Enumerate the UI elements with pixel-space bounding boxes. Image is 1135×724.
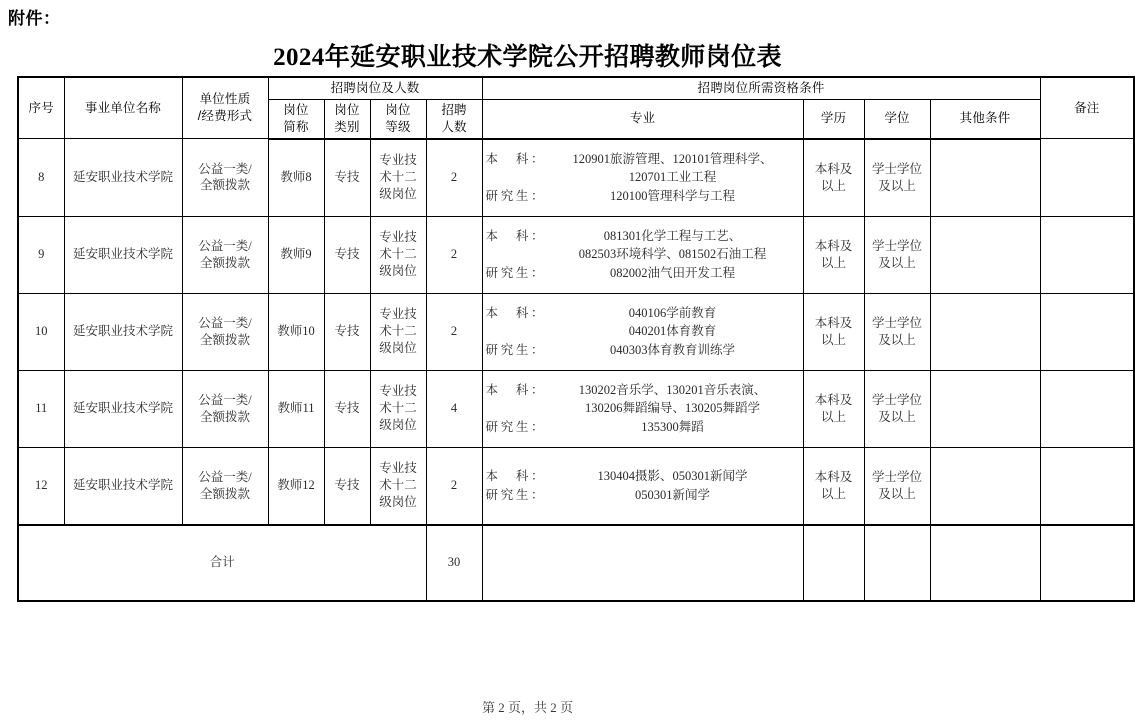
attachment-label: 附件： bbox=[8, 9, 61, 28]
major-line bbox=[486, 245, 800, 264]
cell-seq: 8 bbox=[18, 139, 64, 217]
page-title: 2024年延安职业技术学院公开招聘教师岗位表 bbox=[273, 44, 782, 71]
cell-other-conditions bbox=[930, 216, 1040, 293]
col-header-degree: 学位 bbox=[864, 99, 930, 138]
cell-education bbox=[803, 216, 864, 293]
cell-hire-number: 2 bbox=[426, 293, 482, 370]
cell-hire-number: 2 bbox=[426, 447, 482, 525]
cell-post-category: 专技 bbox=[324, 447, 370, 525]
major-line bbox=[486, 264, 800, 283]
major-line bbox=[486, 486, 800, 505]
total-label: 合计 bbox=[18, 525, 426, 601]
major-line bbox=[486, 227, 800, 246]
cell-degree-line2: 及以上 bbox=[878, 332, 916, 347]
cell-post-level-line2: 术十二 bbox=[379, 478, 417, 493]
total-other-conditions-blank bbox=[930, 525, 1040, 601]
cell-education bbox=[803, 139, 864, 217]
cell-seq: 11 bbox=[18, 370, 64, 447]
major-line-text: 040106学前教育 bbox=[628, 305, 717, 320]
major-line-label: 研究生： bbox=[485, 189, 544, 203]
cell-unit-nature-line1: 公益一类/ bbox=[198, 161, 252, 176]
major-line-text: 081301化学工程与工艺、 bbox=[603, 228, 742, 243]
cell-education bbox=[803, 447, 864, 525]
col-header-unit-nature-line1: 单位性质 bbox=[199, 92, 251, 107]
cell-seq: 9 bbox=[18, 216, 64, 293]
cell-education-line1: 本科及 bbox=[814, 315, 853, 330]
cell-post-level-line1: 专业技 bbox=[379, 230, 417, 245]
cell-degree-line2: 及以上 bbox=[878, 178, 916, 193]
table-row bbox=[18, 216, 1134, 293]
cell-other-conditions bbox=[930, 447, 1040, 525]
cell-degree bbox=[864, 293, 930, 370]
col-header-group-quals: 招聘岗位所需资格条件 bbox=[482, 77, 1040, 99]
job-table-container bbox=[17, 76, 1100, 602]
major-line-label: 本 科： bbox=[485, 305, 544, 320]
cell-post-category: 专技 bbox=[324, 370, 370, 447]
cell-education bbox=[803, 370, 864, 447]
cell-degree-line2: 及以上 bbox=[878, 409, 916, 424]
cell-post-level-line1: 专业技 bbox=[379, 461, 417, 476]
cell-degree-line1: 学士学位 bbox=[872, 469, 923, 484]
col-header-post-category-line2: 类别 bbox=[334, 119, 360, 134]
col-header-education: 学历 bbox=[803, 99, 864, 138]
cell-unit-name: 延安职业技术学院 bbox=[64, 216, 182, 293]
col-header-other-conditions: 其他条件 bbox=[930, 99, 1040, 138]
table-total-row bbox=[18, 525, 1134, 601]
cell-education bbox=[803, 293, 864, 370]
cell-post-abbr: 教师8 bbox=[268, 139, 324, 217]
total-remark-blank bbox=[1040, 525, 1134, 601]
cell-education-line2: 以上 bbox=[821, 332, 847, 347]
header-row-top bbox=[18, 77, 1134, 99]
major-line bbox=[486, 399, 800, 418]
total-education-blank bbox=[803, 525, 864, 601]
major-line-text: 135300舞蹈 bbox=[641, 420, 704, 434]
major-line-text: 130206舞蹈编导、130205舞蹈学 bbox=[585, 401, 761, 416]
major-line-text: 082002油气田开发工程 bbox=[610, 266, 736, 280]
col-header-post-level bbox=[370, 99, 426, 138]
major-line bbox=[486, 418, 800, 437]
major-line bbox=[486, 322, 800, 341]
major-line bbox=[486, 381, 800, 400]
total-degree-blank bbox=[864, 525, 930, 601]
cell-post-level bbox=[370, 139, 426, 217]
major-line-label: 本 科： bbox=[485, 151, 544, 166]
cell-education-line1: 本科及 bbox=[814, 392, 853, 407]
cell-unit-name: 延安职业技术学院 bbox=[64, 447, 182, 525]
cell-education-line1: 本科及 bbox=[814, 469, 853, 484]
cell-major bbox=[482, 139, 803, 217]
major-line-label: 研究生： bbox=[485, 266, 544, 280]
cell-unit-nature-line1: 公益一类/ bbox=[198, 315, 252, 330]
major-line-text: 130202音乐学、130201音乐表演、 bbox=[578, 382, 767, 397]
major-line-text: 040303体育教育训练学 bbox=[610, 343, 736, 357]
cell-post-level-line2: 术十二 bbox=[379, 401, 417, 416]
cell-unit-nature-line1: 公益一类/ bbox=[198, 392, 252, 407]
cell-degree-line2: 及以上 bbox=[878, 486, 916, 501]
cell-major bbox=[482, 216, 803, 293]
major-line-text: 082503环境科学、081502石油工程 bbox=[578, 247, 767, 262]
table-body bbox=[18, 139, 1134, 601]
major-line bbox=[486, 150, 800, 169]
major-line bbox=[486, 467, 800, 486]
cell-hire-number: 4 bbox=[426, 370, 482, 447]
cell-education-line2: 以上 bbox=[821, 486, 847, 501]
cell-post-level-line1: 专业技 bbox=[379, 384, 417, 399]
cell-remark bbox=[1040, 370, 1134, 447]
col-header-post-abbr-line2: 简称 bbox=[283, 119, 309, 134]
cell-degree-line2: 及以上 bbox=[878, 255, 916, 270]
cell-unit-name: 延安职业技术学院 bbox=[64, 370, 182, 447]
cell-unit-nature bbox=[182, 293, 268, 370]
cell-post-level-line3: 级岗位 bbox=[379, 341, 417, 356]
cell-degree-line1: 学士学位 bbox=[872, 238, 923, 253]
col-header-post-category-line1: 岗位 bbox=[334, 102, 360, 117]
cell-degree-line1: 学士学位 bbox=[872, 315, 923, 330]
cell-unit-nature-line2: 全额拨款 bbox=[199, 255, 250, 270]
major-line bbox=[486, 168, 800, 187]
major-line-label: 研究生： bbox=[485, 487, 544, 502]
cell-post-level-line1: 专业技 bbox=[379, 307, 417, 322]
cell-post-level bbox=[370, 370, 426, 447]
cell-remark bbox=[1040, 216, 1134, 293]
col-header-major: 专业 bbox=[482, 99, 803, 138]
cell-post-level bbox=[370, 216, 426, 293]
col-header-seq: 序号 bbox=[18, 77, 64, 139]
cell-unit-nature bbox=[182, 370, 268, 447]
cell-unit-nature-line2: 全额拨款 bbox=[199, 486, 250, 501]
cell-education-line2: 以上 bbox=[821, 255, 847, 270]
page-number-footer: 第 2 页，共 2 页 bbox=[481, 700, 573, 715]
major-line-text: 120701工业工程 bbox=[628, 170, 717, 185]
cell-post-abbr: 教师10 bbox=[268, 293, 324, 370]
cell-remark bbox=[1040, 447, 1134, 525]
col-header-remark: 备注 bbox=[1040, 77, 1134, 139]
cell-degree bbox=[864, 139, 930, 217]
cell-major bbox=[482, 293, 803, 370]
major-line bbox=[486, 304, 800, 323]
cell-education-line1: 本科及 bbox=[814, 161, 853, 176]
cell-education-line2: 以上 bbox=[821, 409, 847, 424]
cell-degree bbox=[864, 447, 930, 525]
cell-degree-line1: 学士学位 bbox=[872, 392, 923, 407]
col-header-unit-nature bbox=[182, 77, 268, 139]
cell-post-abbr: 教师9 bbox=[268, 216, 324, 293]
cell-remark bbox=[1040, 293, 1134, 370]
cell-post-level-line2: 术十二 bbox=[379, 324, 417, 339]
cell-post-category: 专技 bbox=[324, 216, 370, 293]
cell-major bbox=[482, 370, 803, 447]
cell-hire-number: 2 bbox=[426, 139, 482, 217]
col-header-group-posts: 招聘岗位及人数 bbox=[268, 77, 482, 99]
cell-post-level bbox=[370, 447, 426, 525]
cell-unit-nature-line1: 公益一类/ bbox=[198, 238, 252, 253]
cell-other-conditions bbox=[930, 139, 1040, 217]
cell-unit-nature-line2: 全额拨款 bbox=[199, 332, 250, 347]
cell-post-abbr: 教师11 bbox=[268, 370, 324, 447]
cell-unit-name: 延安职业技术学院 bbox=[64, 139, 182, 217]
major-line-text: 040201体育教育 bbox=[628, 324, 717, 339]
col-header-post-level-line2: 等级 bbox=[385, 119, 411, 134]
cell-unit-nature bbox=[182, 447, 268, 525]
col-header-hire-number-line2: 人数 bbox=[441, 119, 467, 134]
cell-hire-number: 2 bbox=[426, 216, 482, 293]
cell-post-level-line3: 级岗位 bbox=[379, 418, 417, 433]
major-line-text: 120100管理科学与工程 bbox=[610, 189, 736, 203]
cell-post-level-line2: 术十二 bbox=[379, 247, 417, 262]
major-line-text: 050301新闻学 bbox=[635, 487, 711, 502]
cell-education-line1: 本科及 bbox=[814, 238, 853, 253]
cell-degree-line1: 学士学位 bbox=[872, 161, 923, 176]
total-hire-number: 30 bbox=[426, 525, 482, 601]
cell-post-level-line3: 级岗位 bbox=[379, 187, 417, 202]
job-positions-table bbox=[17, 76, 1135, 602]
col-header-post-category bbox=[324, 99, 370, 138]
cell-major bbox=[482, 447, 803, 525]
major-line-label: 研究生： bbox=[485, 420, 544, 434]
table-row bbox=[18, 370, 1134, 447]
cell-unit-nature-line2: 全额拨款 bbox=[199, 178, 250, 193]
cell-post-category: 专技 bbox=[324, 293, 370, 370]
col-header-post-level-line1: 岗位 bbox=[385, 102, 411, 117]
cell-seq: 12 bbox=[18, 447, 64, 525]
table-row bbox=[18, 293, 1134, 370]
major-line-label: 本 科： bbox=[485, 382, 544, 397]
cell-post-level-line3: 级岗位 bbox=[379, 264, 417, 279]
cell-unit-nature-line1: 公益一类/ bbox=[198, 469, 252, 484]
cell-post-level-line3: 级岗位 bbox=[379, 495, 417, 510]
col-header-unit-name: 事业单位名称 bbox=[64, 77, 182, 139]
cell-post-level-line1: 专业技 bbox=[379, 153, 417, 168]
cell-unit-name: 延安职业技术学院 bbox=[64, 293, 182, 370]
cell-post-level bbox=[370, 293, 426, 370]
cell-seq: 10 bbox=[18, 293, 64, 370]
table-row bbox=[18, 447, 1134, 525]
col-header-hire-number bbox=[426, 99, 482, 138]
cell-post-abbr: 教师12 bbox=[268, 447, 324, 525]
cell-remark bbox=[1040, 139, 1134, 217]
col-header-unit-nature-line2: /经费形式 bbox=[197, 109, 253, 124]
major-line-text: 130404摄影、050301新闻学 bbox=[597, 468, 748, 483]
cell-other-conditions bbox=[930, 370, 1040, 447]
cell-other-conditions bbox=[930, 293, 1040, 370]
cell-unit-nature bbox=[182, 139, 268, 217]
major-line bbox=[486, 341, 800, 360]
major-line bbox=[486, 187, 800, 206]
col-header-post-abbr bbox=[268, 99, 324, 138]
col-header-post-abbr-line1: 岗位 bbox=[283, 102, 309, 117]
col-header-hire-number-line1: 招聘 bbox=[441, 102, 467, 117]
major-line-label: 本 科： bbox=[485, 468, 544, 483]
cell-post-level-line2: 术十二 bbox=[379, 170, 417, 185]
major-line-label: 研究生： bbox=[485, 343, 544, 357]
table-header bbox=[18, 77, 1134, 139]
cell-unit-nature bbox=[182, 216, 268, 293]
major-line-label: 本 科： bbox=[485, 228, 544, 243]
cell-unit-nature-line2: 全额拨款 bbox=[199, 409, 250, 424]
cell-degree bbox=[864, 370, 930, 447]
cell-post-category: 专技 bbox=[324, 139, 370, 217]
major-line-text: 120901旅游管理、120101管理科学、 bbox=[572, 151, 773, 166]
cell-education-line2: 以上 bbox=[821, 178, 847, 193]
cell-degree bbox=[864, 216, 930, 293]
table-row bbox=[18, 139, 1134, 217]
total-major-blank bbox=[482, 525, 803, 601]
